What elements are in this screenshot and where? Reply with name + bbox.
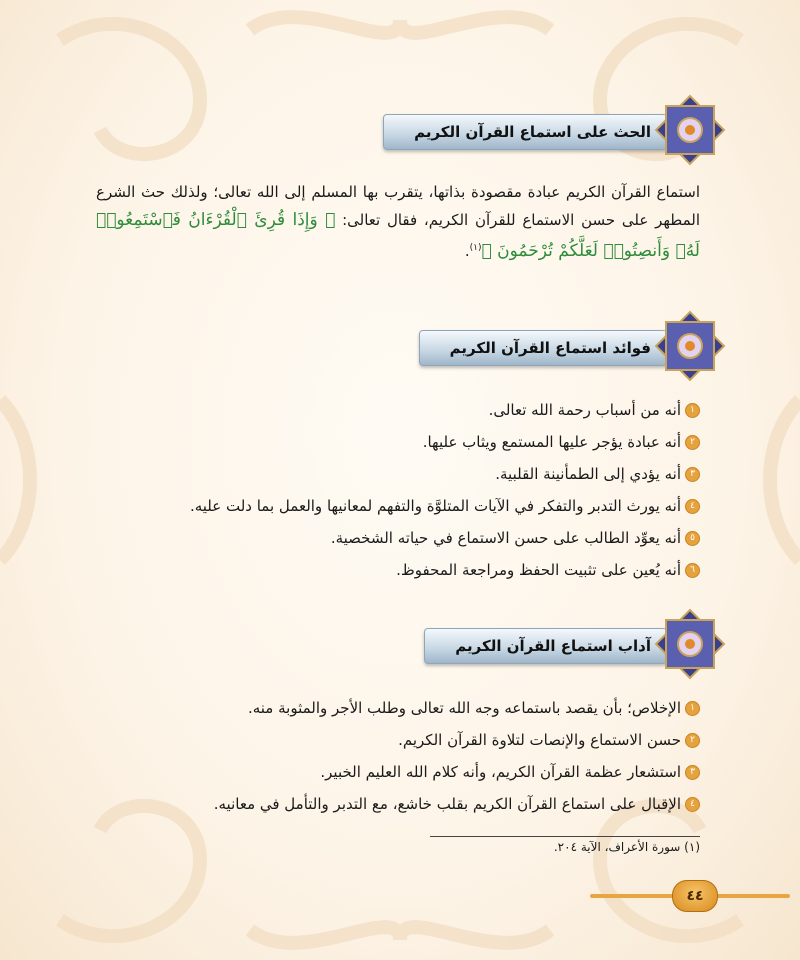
section-title: الحث على استماع القرآن الكريم [414, 123, 651, 141]
intro-paragraph [96, 178, 700, 265]
intro-text: استماع القرآن الكريم عبادة مقصودة بذاتها، يتقرب بها المسلم إلى الله تعالى؛ ولذلك حث الشرع المطهر على حسن الاستماع للقرآن الكريم، فقال تعالى: [96, 183, 701, 229]
list-item [90, 490, 700, 522]
footnote-ref: (١) [469, 243, 482, 253]
number-badge: ٢ [685, 733, 700, 748]
number-badge: ١ [685, 701, 700, 716]
etiquette-list [90, 692, 700, 820]
heading-pill [383, 114, 680, 150]
number-badge: ٣ [685, 467, 700, 482]
list-item [90, 426, 700, 458]
geometric-ornament-icon [652, 606, 728, 682]
list-item-text: حسن الاستماع والإنصات لتلاوة القرآن الكريم. [398, 731, 681, 749]
list-item [90, 554, 700, 586]
list-item-text: أنه عبادة يؤجر عليها المستمع ويثاب عليها. [422, 433, 681, 451]
list-item-text: الإقبال على استماع القرآن الكريم بقلب خاشع، مع التدبر والتأمل في معانيه. [213, 795, 681, 813]
list-item [90, 692, 700, 724]
footnote-divider [430, 836, 700, 837]
list-item [90, 522, 700, 554]
list-item [90, 756, 700, 788]
heading-pill [419, 330, 680, 366]
list-item [90, 458, 700, 490]
list-item [90, 394, 700, 426]
number-badge: ٤ [685, 499, 700, 514]
heading-pill [424, 628, 680, 664]
geometric-ornament-icon [652, 308, 728, 384]
number-badge: ٣ [685, 765, 700, 780]
section-title: فوائد استماع القرآن الكريم [449, 339, 651, 357]
page-number: ٤٤ [672, 880, 718, 912]
number-badge: ١ [685, 403, 700, 418]
section-title: آداب استماع القرآن الكريم [455, 637, 651, 655]
number-badge: ٤ [685, 797, 700, 812]
list-item-text: أنه يعوِّد الطالب على حسن الاستماع في حياته الشخصية. [330, 529, 681, 547]
footnote: (١) سورة الأعراف، الآية ٢٠٤. [553, 840, 700, 854]
intro-end: . [464, 242, 470, 260]
number-badge: ٦ [685, 563, 700, 578]
list-item-text: أنه من أسباب رحمة الله تعالى. [488, 401, 681, 419]
number-badge: ٢ [685, 435, 700, 450]
list-item [90, 724, 700, 756]
list-item-text: أنه يؤدي إلى الطمأنينة القلبية. [495, 465, 681, 483]
list-item-text: الإخلاص؛ بأن يقصد باستماعه وجه الله تعالى وطلب الأجر والمثوبة منه. [247, 699, 681, 717]
benefits-list [90, 394, 700, 586]
list-item-text: استشعار عظمة القرآن الكريم، وأنه كلام الله العليم الخبير. [320, 763, 681, 781]
list-item-text: أنه يُعين على تثبيت الحفظ ومراجعة المحفوظ. [396, 561, 681, 579]
number-badge: ٥ [685, 531, 700, 546]
list-item-text: أنه يورث التدبر والتفكر في الآيات المتلوَّة والتفهم لمعانيها والعمل بما دلت عليه. [189, 497, 681, 515]
quran-verse: ﴿ وَإِذَا قُرِئَ ٱلْقُرْءَانُ فَٱسْتَمِعُوا۟ لَهُۥ وَأَنصِتُوا۟ لَعَلَّكُمْ تُرْحَمُونَ ﴾ [96, 210, 700, 261]
geometric-ornament-icon [652, 92, 728, 168]
list-item [90, 788, 700, 820]
